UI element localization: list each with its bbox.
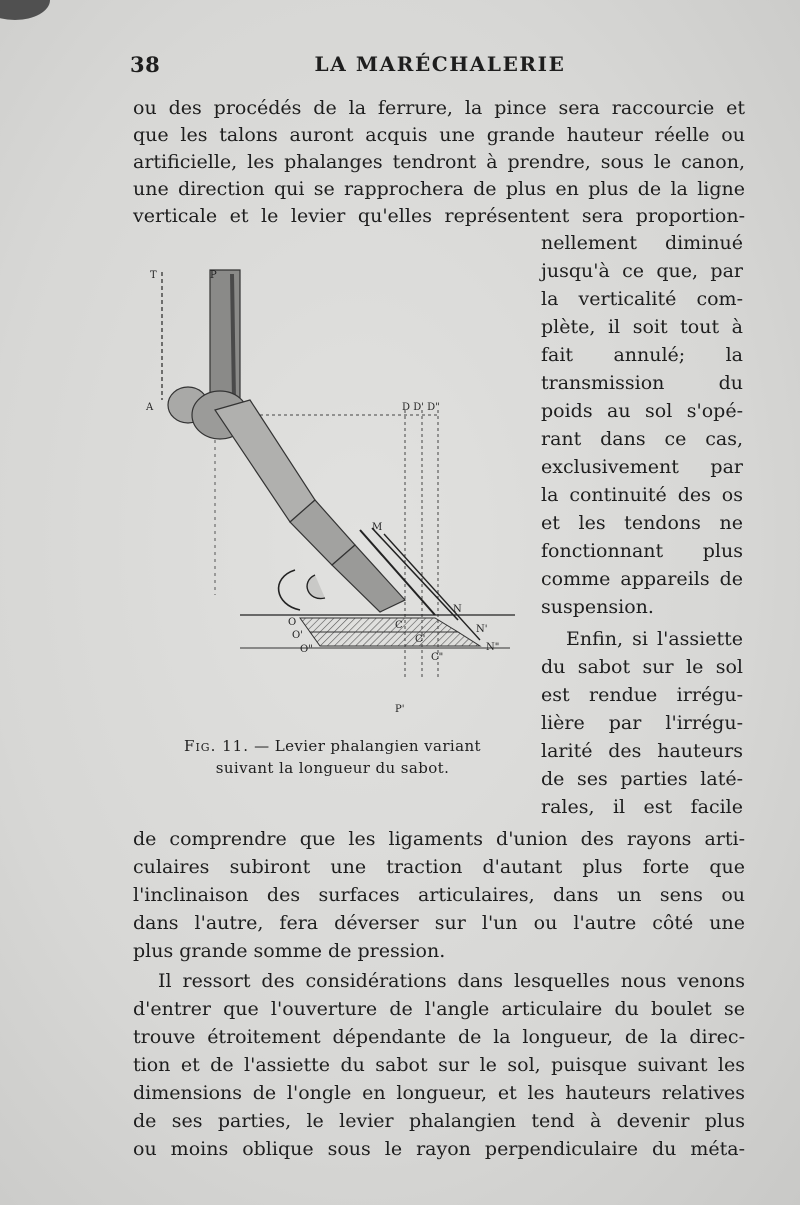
label-o1: O'	[292, 630, 303, 641]
coffin-bone	[332, 545, 405, 612]
long-pastern-bone	[215, 400, 315, 522]
sole-block	[300, 618, 458, 632]
column-text-line: du sabot sur le sol	[541, 656, 743, 678]
column-text-line: rales, il est facile	[541, 796, 743, 818]
text-line: ou moins oblique sous le rayon perpendiculaire du méta-	[133, 1138, 745, 1160]
figure-phalangeal-lever	[140, 260, 525, 725]
column-text-line: lière par l'irrégu-	[541, 712, 743, 734]
column-text-line: rant dans ce cas,	[541, 428, 743, 450]
label-n2: N"	[486, 642, 500, 653]
column-text-line: suspension.	[541, 596, 654, 618]
text-line: dans l'autre, fera déverser sur l'un ou l'autre côté une	[133, 912, 745, 934]
caption-line-1	[140, 735, 525, 757]
column-text-line: fait annulé; la	[541, 344, 743, 366]
paragraph-start-line: Il ressort des considérations dans lesquelles nous venons	[158, 970, 745, 992]
column-text-line: fonctionnant plus	[541, 540, 743, 562]
label-o2: O"	[300, 644, 313, 655]
text-line: une direction qui se rapprochera de plus en plus de la ligne	[133, 178, 745, 200]
label-n: N	[453, 604, 462, 615]
text-line: artificielle, les phalanges tendront à prendre, sous le canon,	[133, 151, 745, 173]
text-line: de ses parties, le levier phalangien tend à devenir plus	[133, 1110, 745, 1132]
label-o: O	[288, 617, 297, 628]
column-text-line: la verticalité com-	[541, 288, 743, 310]
caption-text-1: — Levier phalangien variant	[254, 737, 481, 755]
column-text-line: exclusivement par	[541, 456, 743, 478]
page-header	[130, 52, 750, 82]
text-line: l'inclinaison des surfaces articulaires, dans un sens ou	[133, 884, 745, 906]
label-p: P	[210, 270, 217, 281]
column-text-line: plète, il soit tout à	[541, 316, 743, 338]
figure-caption	[140, 735, 525, 779]
cannon-shading	[232, 274, 234, 400]
sole-block-extended	[310, 632, 480, 646]
running-title: LA MARÉCHALERIE	[314, 52, 566, 76]
column-text-line: la continuité des os	[541, 484, 743, 506]
hoof-lever-diagram	[140, 260, 525, 725]
frog-outline	[307, 575, 325, 599]
caption-label: Fig. 11.	[184, 737, 249, 755]
label-c2: C"	[431, 652, 444, 663]
text-line: de comprendre que les ligaments d'union des rayons arti-	[133, 828, 745, 850]
text-line: tion et de l'assiette du sabot sur le sol, puisque suivant les	[133, 1054, 745, 1076]
heel-curve	[279, 570, 300, 610]
text-line: d'entrer que l'ouverture de l'angle articulaire du boulet se	[133, 998, 745, 1020]
text-line: ou des procédés de la ferrure, la pince sera raccourcie et	[133, 97, 745, 119]
label-c: C	[395, 620, 403, 631]
text-line: dimensions de l'ongle en longueur, et les hauteurs relatives	[133, 1082, 745, 1104]
label-a: A	[146, 402, 154, 413]
text-line: culaires subiront une traction d'autant plus forte que	[133, 856, 745, 878]
text-line: verticale et le levier qu'elles représentent sera proportion-	[133, 205, 745, 227]
column-text-line: jusqu'à ce que, par	[541, 260, 743, 282]
label-c1: C'	[415, 634, 426, 645]
label-t: T	[150, 270, 157, 281]
label-d: D D' D"	[402, 402, 440, 413]
column-text-line: de ses parties laté-	[541, 768, 743, 790]
column-text-line: poids au sol s'opé-	[541, 400, 743, 422]
column-text-line: est rendue irrégu-	[541, 684, 743, 706]
column-text-line: et les tendons ne	[541, 512, 743, 534]
label-m: M	[372, 522, 383, 533]
text-line: plus grande somme de pression.	[133, 940, 446, 962]
column-text-line: nellement diminué	[541, 232, 743, 254]
column-text-line: larité des hauteurs	[541, 740, 743, 762]
page-number: 38	[130, 52, 161, 77]
text-line: que les talons auront acquis une grande hauteur réelle ou	[133, 124, 745, 146]
column-text-line: comme appareils de	[541, 568, 743, 590]
column-text-line: Enfin, si l'assiette	[566, 628, 743, 650]
column-text-line: transmission du	[541, 372, 743, 394]
label-p2: P'	[395, 704, 405, 715]
text-line: trouve étroitement dépendante de la longueur, de la direc-	[133, 1026, 745, 1048]
scan-corner-shadow	[0, 0, 50, 20]
label-n1: N'	[476, 624, 488, 635]
caption-line-2: suivant la longueur du sabot.	[215, 759, 450, 777]
